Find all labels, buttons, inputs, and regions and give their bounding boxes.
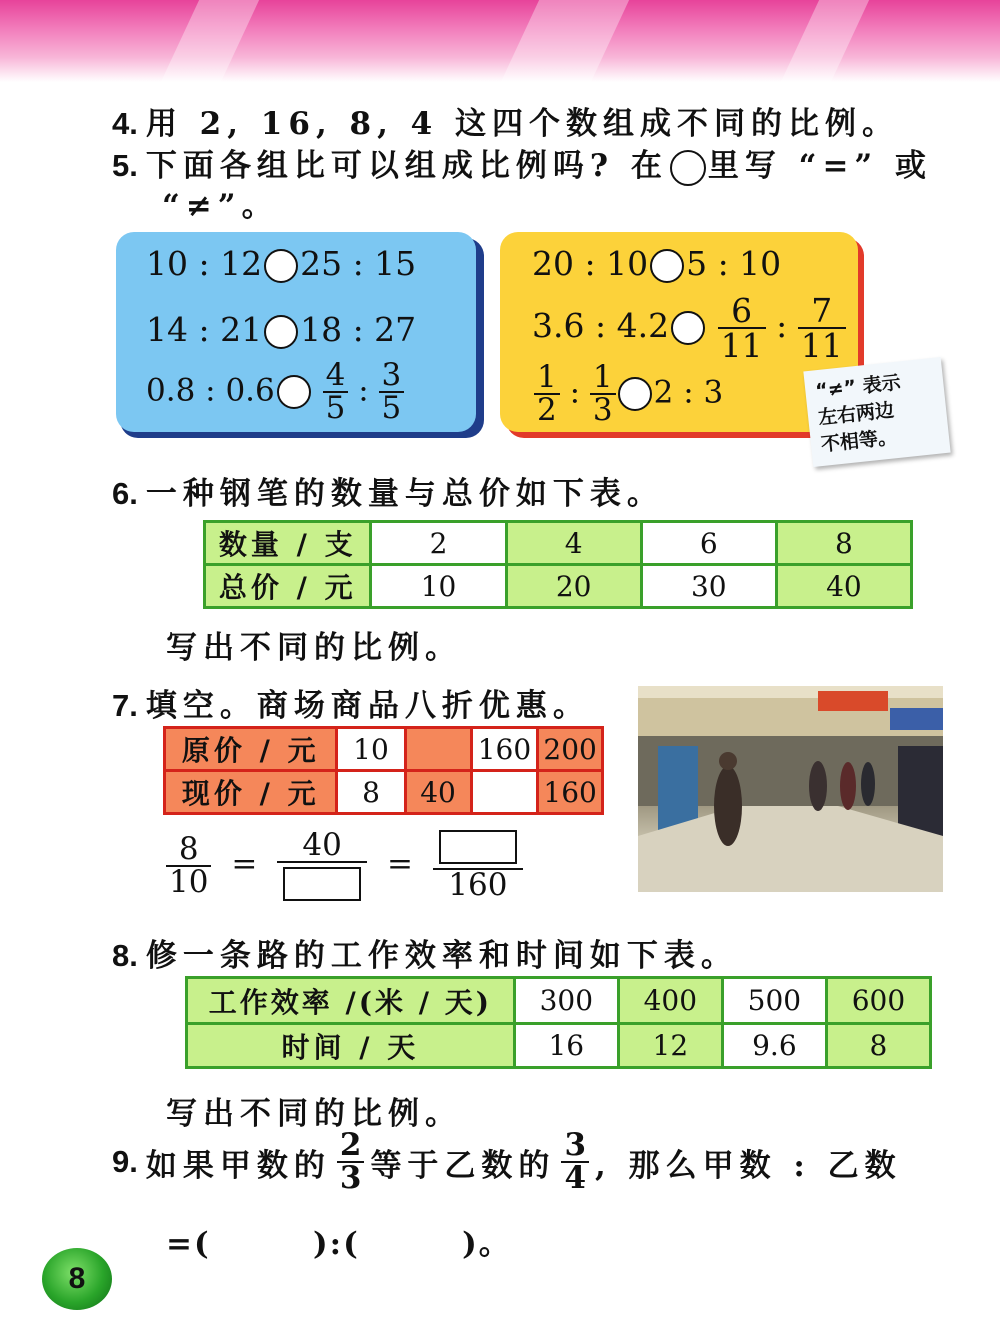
note-line: “≠” 表示	[814, 371, 902, 403]
table-cell: 16	[514, 1024, 618, 1068]
table-cell: 2	[371, 522, 506, 565]
row-header: 时间 / 天	[187, 1024, 515, 1068]
numerator: 8	[178, 830, 199, 867]
yellow-row-3	[534, 359, 724, 428]
blue-row-3	[146, 357, 404, 426]
row-header: 原价 / 元	[165, 728, 337, 771]
question-7	[112, 680, 590, 725]
ratio-colon: :	[776, 306, 788, 345]
denominator: 10	[166, 865, 211, 898]
discount-table	[163, 726, 604, 815]
row-header: 工作效率 /(米 / 天)	[187, 978, 515, 1024]
denominator: 11	[798, 327, 846, 362]
note-line: 左右两边	[817, 399, 896, 430]
mall-photo	[638, 686, 943, 892]
table-row	[205, 522, 912, 565]
table-cell: 8	[337, 771, 405, 814]
answer-box[interactable]	[283, 867, 361, 901]
table-cell: 200	[538, 728, 603, 771]
table-cell: 40	[776, 565, 911, 608]
row-header: 现价 / 元	[165, 771, 337, 814]
table-cell: 10	[337, 728, 405, 771]
numerator-blank	[433, 830, 523, 868]
answer-circle[interactable]	[277, 375, 311, 409]
denominator: 160	[433, 868, 523, 901]
question-9	[112, 1127, 902, 1196]
table-cell: 30	[641, 565, 776, 608]
table-row	[205, 565, 912, 608]
table-row	[165, 771, 603, 814]
q6-prompt: 写出不同的比例。	[166, 630, 462, 666]
ratio-left: 0.8 : 0.6	[146, 372, 275, 409]
ratio-left: 10 : 12	[146, 244, 263, 283]
pen-price-table	[203, 520, 913, 609]
denominator: 11	[718, 327, 766, 362]
table-cell: 500	[722, 978, 826, 1024]
denominator-blank	[277, 861, 367, 901]
ratio-right: 5 : 10	[686, 244, 782, 283]
question-6	[112, 468, 664, 513]
numerator: 4	[325, 357, 346, 393]
ratio-colon: :	[358, 372, 369, 409]
denominator: 5	[379, 391, 405, 424]
fraction	[534, 359, 560, 428]
numerator: 2	[339, 1127, 362, 1163]
fraction	[323, 357, 349, 426]
banner-highlight	[501, 0, 629, 82]
ratio-left: 20 : 10	[532, 244, 649, 283]
fraction	[166, 830, 211, 900]
question-text: 修一条路的工作效率和时间如下表。	[145, 938, 738, 974]
answer-circle[interactable]	[618, 377, 652, 411]
numerator: 3	[564, 1127, 587, 1163]
numerator: 1	[592, 359, 613, 395]
table-cell: 160	[471, 728, 538, 771]
question-text: 一种钢笔的数量与总价如下表。	[145, 476, 664, 512]
ratio-right: 18 : 27	[300, 310, 417, 349]
fraction	[337, 1127, 365, 1196]
question-text: 填空。商场商品八折优惠。	[145, 688, 590, 724]
question-text: 里写 “=” 或	[707, 148, 933, 184]
table-row	[165, 728, 603, 771]
equals-sign: =	[231, 846, 258, 882]
question-number: 8.	[112, 938, 138, 973]
question-text: 用 2, 16, 8, 4 这四个数组成不同的比例。	[145, 106, 900, 142]
answer-circle[interactable]	[264, 315, 298, 349]
question-5-line2: “≠”。	[162, 188, 279, 224]
page-number: 8	[68, 1262, 86, 1295]
table-cell: 400	[618, 978, 722, 1024]
table-cell: 6	[641, 522, 776, 565]
fraction	[433, 830, 523, 901]
numerator: 6	[731, 291, 753, 330]
answer-circle[interactable]	[650, 249, 684, 283]
table-cell: 40	[405, 771, 471, 814]
question-5	[112, 140, 932, 186]
denominator: 3	[337, 1161, 365, 1194]
numerator: 3	[381, 357, 402, 393]
denominator: 5	[323, 391, 349, 424]
road-work-table	[185, 976, 932, 1069]
yellow-row-2	[532, 291, 846, 365]
question-text: 等于乙数的	[370, 1147, 556, 1184]
fraction	[798, 291, 846, 365]
table-cell: 8	[776, 522, 911, 565]
blue-row-2	[146, 310, 416, 349]
q7-equation	[166, 827, 523, 903]
numerator: 40	[302, 827, 342, 863]
table-cell: 10	[371, 565, 506, 608]
fraction	[379, 357, 405, 426]
denominator: 2	[534, 393, 560, 426]
yellow-row-1	[532, 244, 781, 283]
row-header: 总价 / 元	[205, 565, 371, 608]
table-cell: 4	[506, 522, 641, 565]
table-cell: 600	[826, 978, 930, 1024]
fraction	[561, 1127, 589, 1196]
hint-note	[803, 357, 950, 467]
fraction	[718, 291, 766, 365]
numerator: 7	[811, 291, 833, 330]
ratio-colon: :	[569, 374, 581, 411]
denominator: 4	[561, 1161, 589, 1194]
blue-row-1	[146, 244, 416, 283]
question-8	[112, 930, 738, 975]
table-row	[187, 978, 931, 1024]
question-number: 6.	[112, 476, 138, 511]
question-4	[112, 98, 899, 143]
q9-answer-line[interactable]: =( ):( )。	[166, 1226, 512, 1262]
fraction	[277, 827, 367, 901]
note-line: 不相等。	[819, 426, 898, 456]
page-number-badge	[42, 1248, 112, 1310]
answer-circle[interactable]	[264, 249, 298, 283]
denominator: 3	[590, 393, 616, 426]
fraction	[590, 359, 616, 428]
question-number: 4.	[112, 106, 138, 141]
blank-cell[interactable]	[405, 728, 471, 771]
question-number: 5.	[112, 148, 138, 183]
question-text: , 那么甲数 : 乙数	[595, 1147, 902, 1184]
ratio-left: 14 : 21	[146, 310, 263, 349]
table-cell: 20	[506, 565, 641, 608]
ratio-right: 2 : 3	[653, 374, 724, 411]
row-header: 数量 / 支	[205, 522, 371, 565]
question-text: 下面各组比可以组成比例吗? 在	[145, 148, 668, 184]
banner-highlight	[161, 0, 259, 82]
answer-circle[interactable]	[671, 311, 705, 345]
top-banner	[0, 0, 1000, 82]
table-cell: 8	[826, 1024, 930, 1068]
ratio-right: 25 : 15	[300, 244, 417, 283]
mall-scene-image	[638, 686, 943, 892]
question-number: 9.	[112, 1144, 138, 1179]
ratio-left: 3.6 : 4.2	[532, 306, 670, 345]
q8-prompt: 写出不同的比例。	[166, 1096, 462, 1132]
banner-highlight	[781, 0, 869, 82]
question-number: 7.	[112, 688, 138, 723]
answer-box[interactable]	[439, 830, 517, 864]
table-cell: 160	[538, 771, 603, 814]
table-cell: 12	[618, 1024, 722, 1068]
blank-cell[interactable]	[471, 771, 538, 814]
table-row	[187, 1024, 931, 1068]
question-text: 如果甲数的	[145, 1147, 331, 1184]
table-cell: 300	[514, 978, 618, 1024]
equals-sign: =	[387, 846, 413, 882]
numerator: 1	[537, 359, 557, 395]
table-cell: 9.6	[722, 1024, 826, 1068]
answer-circle-icon	[670, 150, 706, 186]
